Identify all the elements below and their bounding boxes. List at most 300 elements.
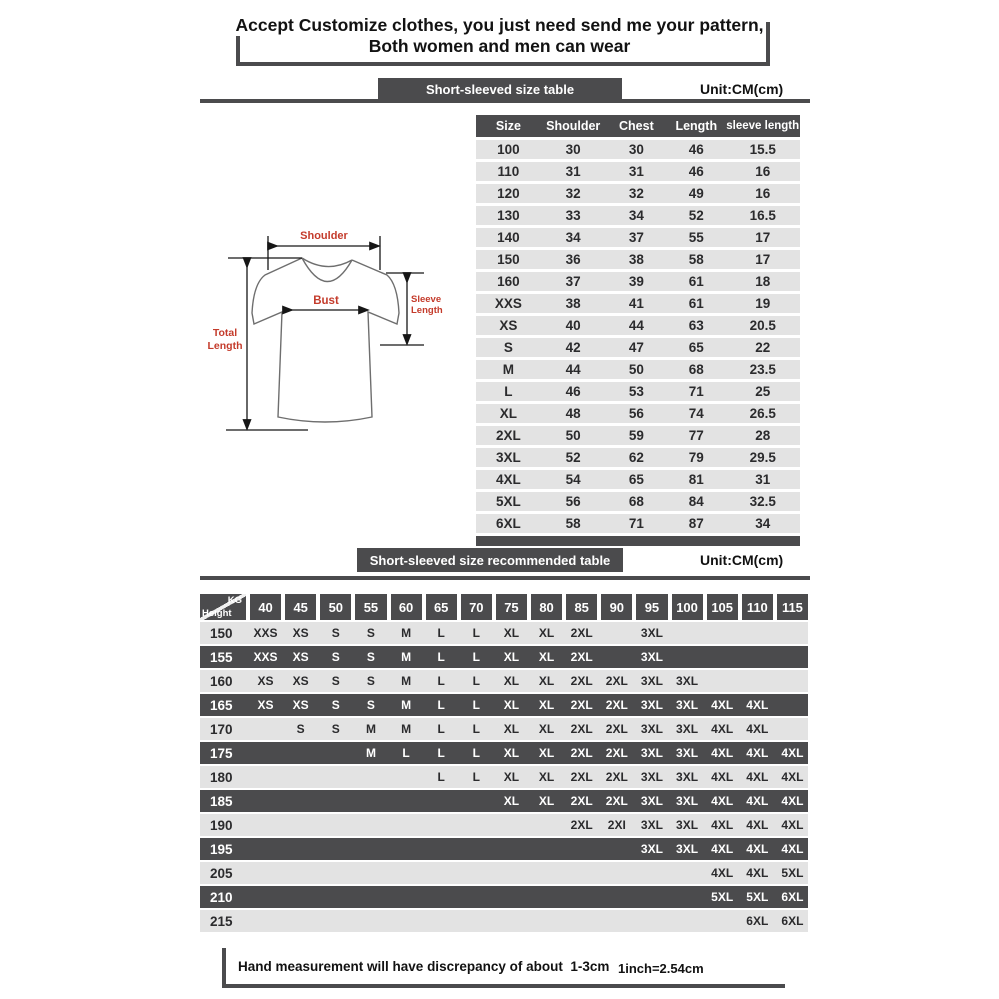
reco-size-cell: 3XL: [676, 794, 699, 808]
kg-col-header: 70: [461, 594, 492, 620]
reco-size-cell: 6XL: [746, 914, 769, 928]
size-label: 130: [497, 208, 520, 223]
size-label: 4XL: [496, 472, 521, 487]
reco-size-cell: 3XL: [640, 794, 663, 808]
size-value: 31: [755, 472, 771, 487]
reco-table-title: Short-sleeved size recommended table: [357, 548, 623, 572]
reco-table-row: [200, 838, 808, 860]
reco-size-cell: L: [437, 650, 445, 664]
reco-size-cell: 3XL: [676, 674, 699, 688]
reco-size-cell: 2XL: [570, 722, 593, 736]
size-col-header: Chest: [619, 119, 654, 133]
reco-table-row: [200, 622, 808, 644]
size-value: 32: [565, 186, 581, 201]
reco-size-cell: 3XL: [640, 770, 663, 784]
total-length-label-1: Total: [212, 327, 238, 339]
reco-size-cell: 3XL: [640, 842, 663, 856]
reco-table: [200, 594, 808, 932]
reco-size-cell: L: [472, 722, 480, 736]
size-value: 23.5: [749, 362, 776, 377]
reco-size-cell: 3XL: [676, 698, 699, 712]
reco-size-cell: 4XL: [746, 818, 769, 832]
reco-table-row: [200, 910, 808, 932]
size-label: 100: [497, 142, 520, 157]
reco-size-cell: 3XL: [640, 722, 663, 736]
size-value: 34: [565, 230, 581, 245]
reco-size-cell: S: [331, 650, 340, 664]
reco-size-cell: 4XL: [781, 818, 804, 832]
top-note-line2: Both women and men can wear: [368, 36, 631, 56]
size-value: 37: [628, 230, 644, 245]
size-table-row: [476, 206, 800, 225]
size-table-bottom-bar: [476, 536, 800, 546]
footer-bracket-line: [222, 984, 785, 988]
size-table-row: [476, 294, 800, 313]
reco-size-cell: 2XL: [570, 674, 593, 688]
reco-size-cell: L: [437, 770, 445, 784]
height-label: 170: [210, 721, 233, 737]
kg-col-header: 40: [250, 594, 281, 620]
reco-size-cell: 2XL: [605, 794, 628, 808]
reco-size-cell: XS: [292, 650, 309, 664]
reco-size-cell: L: [472, 650, 480, 664]
height-label: 185: [210, 793, 233, 809]
reco-size-cell: XXS: [253, 626, 278, 640]
reco-table-row: [200, 886, 808, 908]
reco-size-cell: XL: [503, 698, 520, 712]
reco-size-cell: S: [366, 674, 375, 688]
height-label: 180: [210, 769, 233, 785]
reco-size-cell: M: [401, 674, 412, 688]
reco-size-cell: 2XL: [605, 698, 628, 712]
size-value: 32.5: [749, 494, 776, 509]
size-value: 56: [565, 494, 581, 509]
size-value: 50: [628, 362, 644, 377]
reco-size-cell: 4XL: [711, 794, 734, 808]
reco-size-cell: M: [401, 626, 412, 640]
reco-size-cell: L: [472, 626, 480, 640]
kg-col-header: 80: [531, 594, 562, 620]
reco-size-cell: 4XL: [711, 866, 734, 880]
reco-size-cell: 2XL: [605, 722, 628, 736]
size-label: XXS: [494, 296, 522, 311]
reco-size-cell: XL: [538, 650, 555, 664]
size-value: 39: [628, 274, 644, 289]
reco-size-cell: S: [331, 698, 340, 712]
size-table-header: [476, 115, 800, 137]
reco-size-cell: 2XL: [605, 746, 628, 760]
reco-size-cell: S: [366, 698, 375, 712]
reco-size-cell: 2XL: [570, 770, 593, 784]
size-value: 26.5: [749, 406, 776, 421]
reco-size-cell: L: [437, 722, 445, 736]
size-value: 62: [628, 450, 644, 465]
size-label: 120: [497, 186, 520, 201]
reco-size-cell: 6XL: [781, 914, 804, 928]
reco-size-cell: 4XL: [711, 698, 734, 712]
size-value: 28: [755, 428, 771, 443]
size-label: 2XL: [496, 428, 521, 443]
height-label: 150: [210, 625, 233, 641]
size-table-row: [476, 404, 800, 423]
reco-size-cell: XS: [292, 626, 309, 640]
reco-size-cell: XL: [503, 794, 520, 808]
reco-size-cell: S: [331, 674, 340, 688]
reco-size-cell: XL: [538, 746, 555, 760]
divider-rule-2: [200, 576, 810, 580]
size-table-row: [476, 514, 800, 533]
reco-size-cell: XS: [292, 698, 309, 712]
reco-size-cell: 2XL: [570, 818, 593, 832]
reco-size-cell: XL: [503, 722, 520, 736]
reco-size-cell: 4XL: [746, 794, 769, 808]
size-value: 38: [628, 252, 644, 267]
reco-size-cell: 3XL: [676, 842, 699, 856]
kg-col-header: 60: [391, 594, 422, 620]
reco-size-cell: 4XL: [781, 794, 804, 808]
size-value: 59: [628, 428, 644, 443]
footer-bracket-left: [222, 948, 226, 988]
height-label: 165: [210, 697, 233, 713]
reco-table-row: [200, 790, 808, 812]
top-note: [0, 15, 999, 57]
size-value: 46: [688, 164, 704, 179]
size-value: 41: [628, 296, 644, 311]
shoulder-label: Shoulder: [300, 230, 348, 242]
size-label: 140: [497, 230, 520, 245]
reco-size-cell: 4XL: [746, 842, 769, 856]
size-value: 38: [565, 296, 581, 311]
size-value: 46: [565, 384, 581, 399]
reco-size-cell: 5XL: [711, 890, 734, 904]
size-value: 15.5: [749, 142, 776, 157]
size-value: 71: [628, 516, 644, 531]
reco-size-cell: 6XL: [781, 890, 804, 904]
reco-size-cell: L: [437, 746, 445, 760]
size-table-row: [476, 162, 800, 181]
tshirt-outline: [252, 258, 399, 422]
reco-size-cell: XL: [538, 698, 555, 712]
reco-size-cell: 2XL: [570, 626, 593, 640]
reco-size-cell: XL: [503, 674, 520, 688]
reco-size-cell: 4XL: [711, 818, 734, 832]
height-label: 205: [210, 865, 233, 881]
size-value: 87: [688, 516, 704, 531]
reco-size-cell: M: [401, 650, 412, 664]
reco-size-cell: XL: [503, 626, 520, 640]
size-value: 79: [688, 450, 704, 465]
size-value: 52: [565, 450, 581, 465]
reco-size-cell: 4XL: [781, 746, 804, 760]
height-label: 160: [210, 673, 233, 689]
reco-size-cell: L: [437, 674, 445, 688]
reco-size-cell: XL: [538, 770, 555, 784]
height-label: 175: [210, 745, 233, 761]
reco-size-cell: 3XL: [640, 746, 663, 760]
reco-size-cell: L: [472, 674, 480, 688]
reco-size-cell: XL: [503, 650, 520, 664]
measurement-note: Hand measurement will have discrepancy of about 1-3cm: [238, 959, 610, 974]
reco-size-cell: M: [401, 722, 412, 736]
size-label: XS: [499, 318, 518, 333]
size-value: 18: [755, 274, 771, 289]
reco-size-cell: 4XL: [746, 722, 769, 736]
size-value: 54: [565, 472, 581, 487]
reco-size-cell: 2XL: [570, 746, 593, 760]
reco-size-cell: S: [366, 626, 375, 640]
reco-size-cell: 3XL: [640, 626, 663, 640]
size-value: 19: [755, 296, 771, 311]
size-value: 31: [628, 164, 644, 179]
reco-size-cell: L: [472, 698, 480, 712]
size-value: 50: [565, 428, 581, 443]
size-value: 74: [688, 406, 704, 421]
size-label: 150: [497, 252, 520, 267]
size-value: 42: [565, 340, 581, 355]
size-value: 16: [755, 186, 771, 201]
size-value: 61: [688, 296, 704, 311]
size-value: 52: [688, 208, 704, 223]
reco-table-row: [200, 742, 808, 764]
size-table-row: [476, 360, 800, 379]
size-table-row: [476, 426, 800, 445]
size-col-header: sleeve length: [726, 120, 800, 132]
size-value: 33: [565, 208, 581, 223]
reco-table-row: [200, 862, 808, 884]
kg-col-header: 55: [355, 594, 386, 620]
kg-col-header: 50: [320, 594, 351, 620]
size-col-header: Size: [495, 119, 521, 133]
reco-table-row: [200, 694, 808, 716]
size-label: 110: [497, 164, 520, 179]
size-value: 16: [755, 164, 771, 179]
reco-size-cell: 4XL: [746, 770, 769, 784]
size-table-row: [476, 250, 800, 269]
reco-size-cell: XL: [503, 770, 520, 784]
size-table-row: [476, 272, 800, 291]
size-value: 56: [628, 406, 644, 421]
size-value: 84: [688, 494, 704, 509]
size-value: 68: [628, 494, 644, 509]
size-value: 49: [688, 186, 704, 201]
reco-size-cell: 3XL: [640, 674, 663, 688]
size-value: 77: [688, 428, 704, 443]
size-value: 47: [628, 340, 644, 355]
reco-size-cell: XL: [538, 794, 555, 808]
reco-size-cell: 2XL: [570, 650, 593, 664]
reco-size-cell: 4XL: [781, 770, 804, 784]
kg-col-header: 85: [566, 594, 597, 620]
size-value: 65: [688, 340, 704, 355]
size-value: 20.5: [749, 318, 776, 333]
reco-size-cell: XL: [503, 746, 520, 760]
height-label: 215: [210, 913, 233, 929]
reco-size-cell: 2XL: [605, 674, 628, 688]
reco-size-cell: M: [365, 746, 376, 760]
size-value: 36: [565, 252, 581, 267]
top-note-line1: Accept Customize clothes, you just need send me your pattern,: [235, 15, 764, 35]
size-table-row: [476, 316, 800, 335]
reco-size-cell: 4XL: [746, 866, 769, 880]
unit-label-1: Unit:CM(cm): [700, 81, 784, 97]
height-label: 190: [210, 817, 233, 833]
size-table-row: [476, 228, 800, 247]
size-table-row: [476, 140, 800, 159]
reco-size-cell: L: [437, 626, 445, 640]
reco-size-cell: L: [437, 698, 445, 712]
reco-table-row: [200, 646, 808, 668]
size-label: 5XL: [496, 494, 521, 509]
size-value: 22: [755, 340, 771, 355]
reco-size-cell: 4XL: [746, 746, 769, 760]
size-table-row: [476, 492, 800, 511]
height-label: 155: [210, 649, 233, 665]
corner-kg-label: KG: [227, 595, 242, 606]
size-value: 30: [628, 142, 644, 157]
size-label: L: [504, 384, 513, 399]
reco-size-cell: 2XL: [570, 698, 593, 712]
reco-size-cell: XL: [538, 674, 555, 688]
height-label: 195: [210, 841, 233, 857]
size-value: 68: [688, 362, 704, 377]
size-value: 71: [688, 384, 704, 399]
reco-size-cell: 4XL: [711, 722, 734, 736]
size-label: 6XL: [496, 516, 521, 531]
tshirt-measure-diagram: [192, 212, 472, 452]
size-table-row: [476, 382, 800, 401]
size-value: 61: [688, 274, 704, 289]
size-value: 16.5: [749, 208, 776, 223]
reco-size-cell: 2XI: [607, 818, 626, 832]
size-value: 31: [565, 164, 581, 179]
corner-height-label: Height: [202, 608, 232, 619]
unit-label-2: Unit:CM(cm): [700, 552, 784, 568]
size-value: 58: [565, 516, 581, 531]
reco-size-cell: XL: [538, 626, 555, 640]
kg-col-header: 105: [707, 594, 738, 620]
reco-size-cell: 4XL: [711, 842, 734, 856]
size-label: 3XL: [496, 450, 521, 465]
size-value: 29.5: [749, 450, 776, 465]
size-label: XL: [499, 406, 518, 421]
reco-table-header: [200, 594, 808, 620]
size-table-row: [476, 470, 800, 489]
size-table: [476, 115, 800, 533]
size-value: 17: [755, 252, 771, 267]
reco-size-cell: L: [402, 746, 410, 760]
size-value: 44: [565, 362, 581, 377]
size-label: 160: [497, 274, 520, 289]
reco-size-cell: S: [331, 722, 340, 736]
measure-lines: [226, 236, 424, 430]
kg-col-header: 45: [285, 594, 316, 620]
kg-col-header: 115: [777, 594, 808, 620]
size-value: 58: [688, 252, 704, 267]
reco-size-cell: XS: [257, 698, 274, 712]
reco-size-cell: XS: [292, 674, 309, 688]
reco-size-cell: 3XL: [676, 746, 699, 760]
size-col-header: Length: [675, 119, 718, 133]
reco-size-cell: XXS: [253, 650, 278, 664]
height-label: 210: [210, 889, 233, 905]
size-value: 25: [755, 384, 771, 399]
size-value: 46: [688, 142, 704, 157]
size-table-row: [476, 338, 800, 357]
reco-size-cell: L: [472, 746, 480, 760]
kg-col-header: 95: [636, 594, 667, 620]
size-value: 30: [565, 142, 581, 157]
reco-table-row: [200, 718, 808, 740]
reco-size-cell: 3XL: [676, 818, 699, 832]
sleeve-length-label-1: Sleeve: [411, 294, 442, 305]
sleeve-length-label-2: Length: [411, 305, 443, 316]
size-value: 63: [688, 318, 704, 333]
reco-size-cell: 4XL: [711, 770, 734, 784]
kg-col-header: 100: [672, 594, 703, 620]
reco-table-row: [200, 814, 808, 836]
size-value: 37: [565, 274, 581, 289]
size-value: 40: [565, 318, 581, 333]
size-table-row: [476, 184, 800, 203]
reco-size-cell: 5XL: [781, 866, 804, 880]
size-label: M: [502, 362, 515, 377]
reco-size-cell: S: [331, 626, 340, 640]
divider-rule-1: [200, 99, 810, 103]
reco-size-cell: 4XL: [746, 698, 769, 712]
bust-label: Bust: [313, 295, 339, 307]
size-value: 55: [688, 230, 704, 245]
reco-size-cell: 3XL: [640, 650, 663, 664]
kg-col-header: 110: [742, 594, 773, 620]
inch-conversion-note: 1inch=2.54cm: [618, 961, 704, 976]
reco-size-cell: 4XL: [781, 842, 804, 856]
size-value: 44: [628, 318, 644, 333]
reco-size-cell: 3XL: [676, 722, 699, 736]
reco-size-cell: 5XL: [746, 890, 769, 904]
size-value: 32: [628, 186, 644, 201]
size-value: 34: [628, 208, 644, 223]
kg-col-header: 75: [496, 594, 527, 620]
reco-size-cell: S: [296, 722, 305, 736]
kg-height-corner-cell: [200, 594, 246, 620]
reco-size-cell: M: [401, 698, 412, 712]
size-value: 81: [688, 472, 704, 487]
size-col-header: Shoulder: [546, 119, 601, 133]
kg-col-header: 65: [426, 594, 457, 620]
reco-size-cell: M: [365, 722, 376, 736]
reco-size-cell: L: [472, 770, 480, 784]
reco-size-cell: XS: [257, 674, 274, 688]
size-value: 53: [628, 384, 644, 399]
reco-size-cell: 2XL: [570, 794, 593, 808]
reco-size-cell: 2XL: [605, 770, 628, 784]
size-label: S: [503, 340, 513, 355]
size-value: 48: [565, 406, 581, 421]
reco-size-cell: XL: [538, 722, 555, 736]
reco-size-cell: 3XL: [640, 698, 663, 712]
total-length-label-2: Length: [207, 340, 243, 352]
reco-table-row: [200, 766, 808, 788]
size-table-title: Short-sleeved size table: [378, 78, 622, 100]
size-table-row: [476, 448, 800, 467]
size-value: 17: [755, 230, 771, 245]
reco-table-row: [200, 670, 808, 692]
reco-size-cell: 3XL: [676, 770, 699, 784]
reco-table-rows: [200, 622, 808, 932]
size-value: 65: [628, 472, 644, 487]
reco-size-cell: 4XL: [711, 746, 734, 760]
reco-size-cell: S: [366, 650, 375, 664]
